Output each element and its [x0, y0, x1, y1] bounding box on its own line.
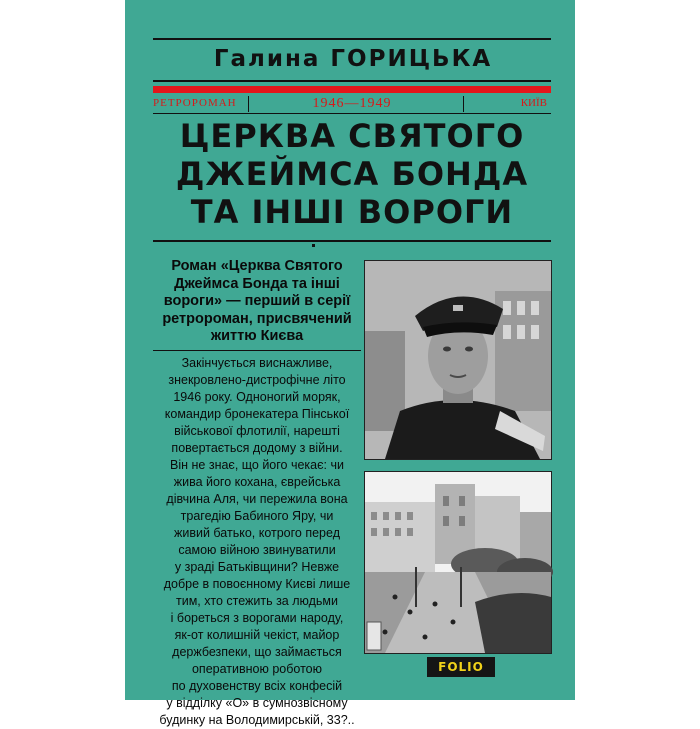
- rule-dot: [312, 244, 315, 247]
- title-line: ТА ІНШІ ВОРОГИ: [190, 193, 514, 231]
- blurb-line: як-от колишній чекіст, майор: [174, 628, 340, 642]
- blurb-line: військової флотилії, нарешті: [174, 424, 340, 438]
- blurb-line: по духовенству всіх конфесій: [171, 679, 343, 693]
- blurb-line: самою війною звинуватили: [178, 543, 336, 557]
- author-name: Галина ГОРИЦЬКА: [213, 46, 493, 72]
- series-city: КИЇВ: [520, 97, 547, 109]
- series-years: 1946—1949: [312, 96, 392, 111]
- blurb-line: Він не знає, що його чекає: чи: [170, 458, 344, 472]
- publisher-logo: FOLIO: [427, 657, 495, 677]
- blurb-line: Закінчується виснажливе,: [181, 356, 333, 370]
- red-bar: [153, 86, 551, 93]
- series-strip: [153, 96, 551, 112]
- blurb-line: трагедію Бабиного Яру, чи: [180, 509, 334, 523]
- series-label: РЕТРОРОМАН: [153, 97, 237, 109]
- book-title: [153, 117, 551, 231]
- title-line: ДЖЕЙМСА БОНДА: [175, 155, 529, 193]
- blurb-line: оперативною роботою: [191, 662, 322, 676]
- blurb-line: будинку на Володимирській, 33?..: [159, 713, 355, 727]
- blurb-line: 1946 року. Одноногий моряк,: [173, 390, 341, 404]
- title-rule: [153, 240, 551, 242]
- lead-rule: [153, 350, 361, 351]
- blurb-line: держбезпеки, що займається: [172, 645, 342, 659]
- author-rule: [153, 80, 551, 82]
- blurb-line: у відділку «О» в сумнозвісному: [166, 696, 348, 710]
- lead-line: ретророман, присвячений: [162, 310, 352, 327]
- top-rule: [153, 38, 551, 40]
- lead-line: Роман «Церква Святого: [171, 258, 343, 274]
- blurb-line: жива його кохана, єврейська: [173, 475, 341, 489]
- lead-paragraph: [153, 258, 361, 346]
- blurb-line: у зраді Батьківщини? Невже: [174, 560, 340, 574]
- portrait-photo: [364, 260, 552, 460]
- kyiv-street-icon: [365, 472, 551, 653]
- book-cover: [125, 0, 575, 727]
- street-photo: [364, 471, 552, 654]
- title-line: ЦЕРКВА СВЯТОГО: [179, 117, 525, 155]
- blurb-line: знекровлено-дистрофічне літо: [168, 373, 346, 387]
- series-rule: [153, 113, 551, 114]
- lead-line: Джеймса Бонда та інші: [174, 275, 340, 292]
- blurb-line: і бореться з ворогами народу,: [170, 611, 344, 625]
- blurb-line: живий батько, котрого перед: [174, 526, 340, 540]
- blurb-line: дівчина Аля, чи пережила вона: [166, 492, 348, 506]
- blurb-line: командир бронекатера Пінської: [164, 407, 350, 421]
- blurb-line: добре в повоєнному Києві лише: [163, 577, 351, 591]
- blurb-line: повертається додому з війни.: [171, 441, 343, 455]
- blurb-line: тим, хто стежить за людьми: [176, 594, 338, 608]
- lead-line: життю Києва: [210, 328, 304, 344]
- sailor-portrait-icon: [365, 261, 551, 459]
- lead-line: вороги» — перший в серії: [163, 293, 351, 309]
- series-divider-left: [248, 96, 249, 112]
- series-divider-right: [463, 96, 464, 112]
- blurb-text: [153, 355, 361, 729]
